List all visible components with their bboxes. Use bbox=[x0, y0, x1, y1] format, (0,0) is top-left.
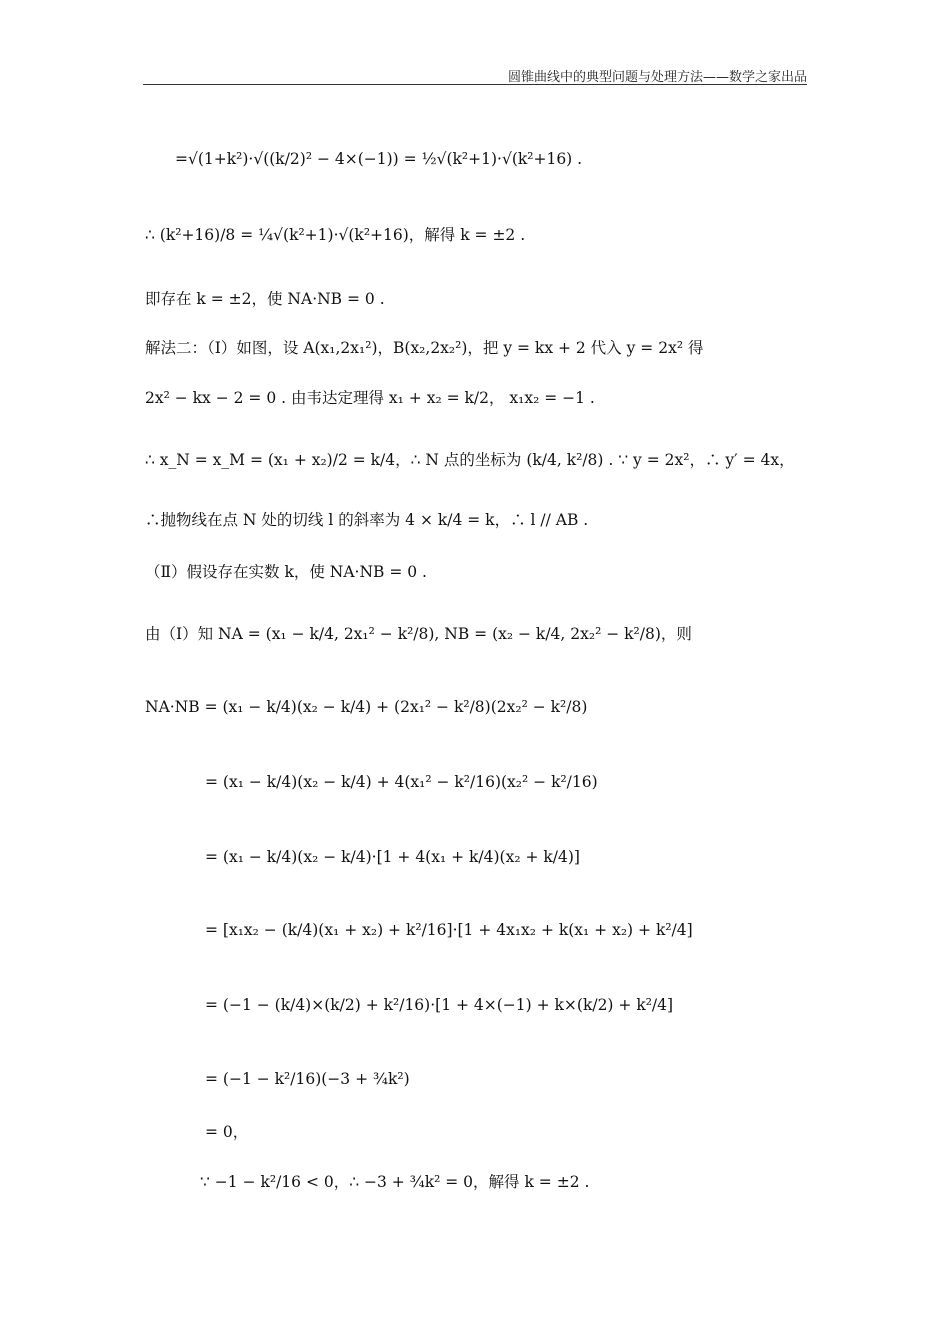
dot-product-line-2: = (x₁ − k/4)(x₂ − k/4) + 4(x₁² − k²/16)(x₂² − k²/16) bbox=[205, 773, 598, 791]
part-two-assumption: （Ⅱ）假设存在实数 k，使 NA·NB = 0 . bbox=[145, 563, 427, 581]
header-rule bbox=[143, 84, 807, 85]
dot-product-line-4: = [x₁x₂ − (k/4)(x₁ + x₂) + k²/16]·[1 + 4x₁x₂ + k(x₁ + x₂) + k²/4] bbox=[205, 921, 693, 939]
running-header: 圆锥曲线中的典型问题与处理方法——数学之家出品 bbox=[507, 70, 807, 85]
equation-line-2: ∴ (k²+16)/8 = ¼√(k²+1)·√(k²+16)，解得 k = ±2 . bbox=[145, 226, 526, 244]
dot-product-line-6: = (−1 − k²/16)(−3 + ¾k²) bbox=[205, 1070, 410, 1088]
dot-product-line-1: NA·NB = (x₁ − k/4)(x₂ − k/4) + (2x₁² − k²/8)(2x₂² − k²/8) bbox=[145, 698, 588, 716]
conclusion-line: 即存在 k = ±2，使 NA·NB = 0 . bbox=[145, 290, 385, 308]
vieta-line: 2x² − kx − 2 = 0 . 由韦达定理得 x₁ + x₂ = k/2， x₁x₂ = −1 . bbox=[145, 389, 595, 407]
midpoint-line: ∴ x_N = x_M = (x₁ + x₂)/2 = k/4，∴ N 点的坐标为 (k/4, k²/8) . ∵ y = 2x²，∴ y′ = 4x， bbox=[145, 451, 795, 469]
method-two-intro: 解法二：（Ⅰ）如图，设 A(x₁,2x₁²)，B(x₂,2x₂²)，把 y = kx + 2 代入 y = 2x² 得 bbox=[145, 339, 704, 357]
dot-product-line-3: = (x₁ − k/4)(x₂ − k/4)·[1 + 4(x₁ + k/4)(x₂ + k/4)] bbox=[205, 848, 580, 866]
final-solution-line: ∵ −1 − k²/16 < 0，∴ −3 + ¾k² = 0，解得 k = ±2 . bbox=[200, 1173, 590, 1191]
tangent-slope-line: ∴抛物线在点 N 处的切线 l 的斜率为 4 × k/4 = k，∴ l // AB . bbox=[145, 511, 589, 529]
dot-product-line-5: = (−1 − (k/4)×(k/2) + k²/16)·[1 + 4×(−1) + k×(k/2) + k²/4] bbox=[205, 996, 674, 1014]
equation-line-1: =√(1+k²)·√((k/2)² − 4×(−1)) = ½√(k²+1)·√(k²+16) . bbox=[175, 150, 583, 168]
dot-product-result: = 0， bbox=[205, 1123, 249, 1141]
vectors-line: 由（Ⅰ）知 NA = (x₁ − k/4, 2x₁² − k²/8), NB = (x₂ − k/4, 2x₂² − k²/8)，则 bbox=[145, 625, 692, 643]
